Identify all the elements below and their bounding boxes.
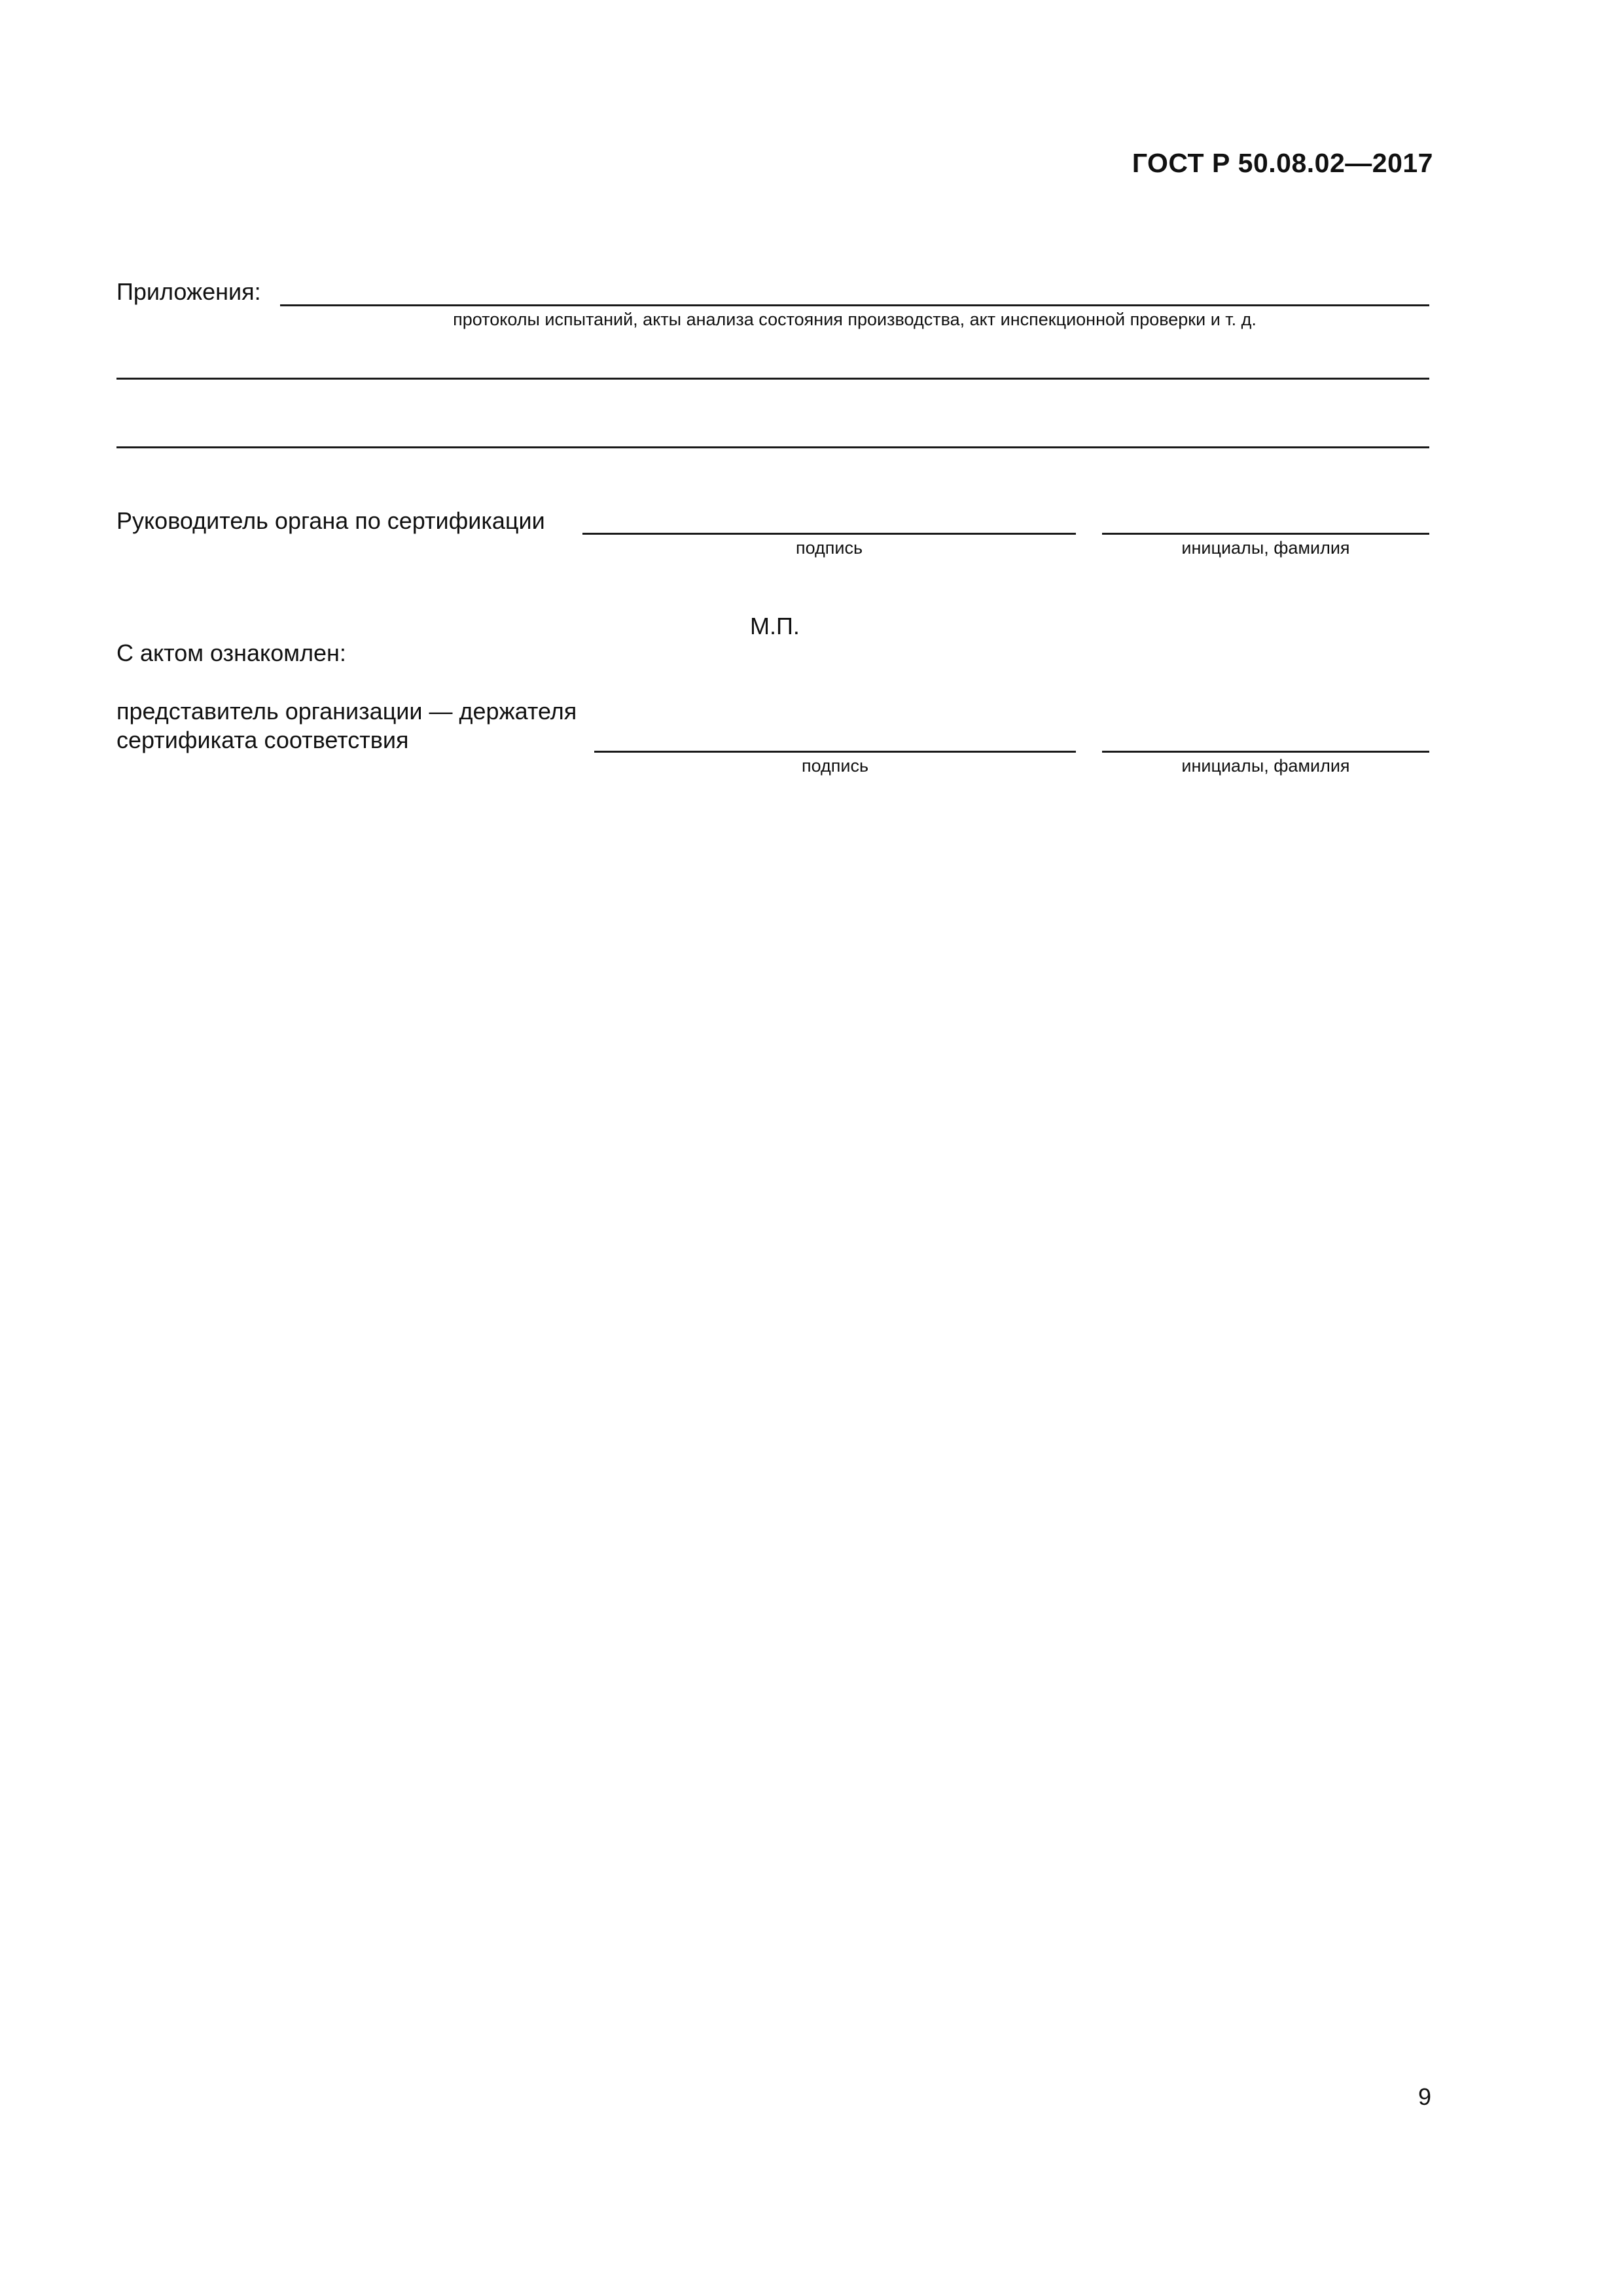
- acknowledgement-label: С актом ознакомлен:: [116, 639, 346, 666]
- standard-code-header: ГОСТ Р 50.08.02—2017: [1132, 148, 1433, 178]
- holder-label-line2: сертификата соответствия: [116, 726, 409, 753]
- head-name-line[interactable]: [1102, 533, 1429, 535]
- holder-signature-line[interactable]: [594, 751, 1076, 753]
- seal-mark: М.П.: [750, 613, 800, 639]
- page-number: 9: [1418, 2083, 1431, 2110]
- holder-label-line1: представитель организации — держателя: [116, 698, 577, 725]
- head-signature-caption: подпись: [795, 538, 863, 558]
- head-name-caption: инициалы, фамилия: [1181, 538, 1350, 558]
- appendices-fill-line-3[interactable]: [116, 446, 1429, 448]
- appendices-fill-line[interactable]: [280, 304, 1429, 306]
- head-signature-label: Руководитель органа по сертификации: [116, 507, 545, 534]
- holder-name-line[interactable]: [1102, 751, 1429, 753]
- head-signature-line[interactable]: [582, 533, 1076, 535]
- appendices-hint: протоколы испытаний, акты анализа состояния производства, акт инспекционной проверки и т. д.: [453, 310, 1257, 329]
- appendices-fill-line-2[interactable]: [116, 378, 1429, 380]
- holder-signature-caption: подпись: [801, 756, 869, 776]
- holder-name-caption: инициалы, фамилия: [1181, 756, 1350, 776]
- appendices-label: Приложения:: [116, 278, 261, 305]
